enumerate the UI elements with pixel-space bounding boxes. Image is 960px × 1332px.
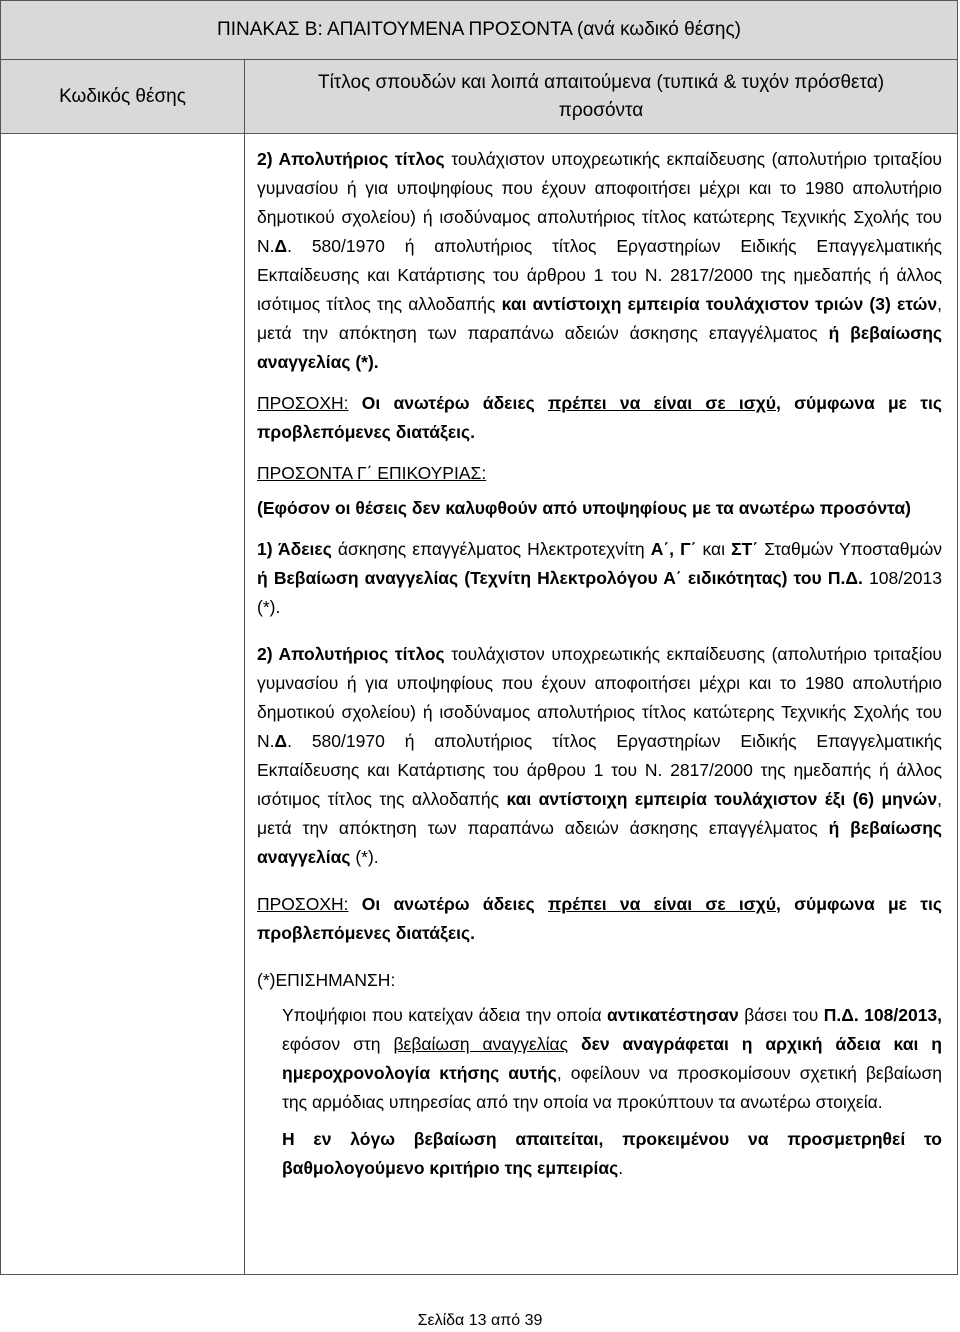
text-run: (*). (350, 847, 379, 867)
aux-qualifications-heading: ΠΡΟΣΟΝΤΑ Γ΄ ΕΠΙΚΟΥΡΙΑΣ: (257, 463, 487, 483)
text-run: Η εν λόγω βεβαίωση απαιτείται, προκειμένου να προσμετρηθεί το βαθμολογούμενο κριτήριο της εμπειρίας (282, 1129, 942, 1178)
text-run: πρέπει να είναι σε ισχύ (547, 393, 776, 413)
text-run: ΣΤ΄ (731, 539, 759, 559)
note-paragraph-2 (282, 1125, 942, 1183)
text-run: ή βεβαίωσης αναγγελίας (*). (257, 323, 942, 372)
experience-requirement: και αντίστοιχη εμπειρία τουλάχιστον έξι (6) μηνών (506, 789, 938, 809)
text-run: και (893, 1034, 919, 1054)
item-lead: 2) Απολυτήριος τίτλος (257, 644, 445, 664)
note-body (282, 1001, 942, 1183)
text-run: Α΄, Γ΄ (650, 539, 697, 559)
text-run: βάσει του (738, 1005, 824, 1025)
aux-item-1 (257, 535, 942, 622)
note-paragraph-1 (282, 1001, 942, 1117)
text-run: , οφείλουν να προσκομίσουν σχετική βεβαίωση της αρμόδιας υπηρεσίας από την οποία να προκύπτουν τα ανωτέρω στοιχεία. (282, 1063, 942, 1112)
text-run: άσκησης επαγγέλματος Ηλεκτροτεχνίτη (331, 539, 651, 559)
text-run: , μετά την απόκτηση των παραπάνω αδειών άσκησης επαγγέλματος (257, 294, 942, 343)
text-run: η ημεροχρονολογία κτήσης αυτής (282, 1034, 942, 1083)
text-run: , μετά την απόκτηση των παραπάνω αδειών άσκησης επαγγέλματος (257, 789, 942, 838)
text-run: . 580/1970 ή απολυτήριος τίτλος Εργαστηρίων Ειδικής Επαγγελματικής Εκπαίδευσης και Κατάρτισης του άρθρου 1 του Ν. 2817/2000 της ημεδαπής ή άλλος ισότιμος τίτλος της αλλοδαπής (257, 236, 942, 314)
requirements-cell (257, 145, 942, 1183)
attention-label: ΠΡΟΣΟΧΗ: (257, 894, 349, 914)
text-run: τουλάχιστον υποχρεωτικής εκπαίδευσης (απολυτήριο τριταξίου γυμνασίου ή για υποψηφίους που έχουν αποφοιτήσει μέχρι και το 1980 απολυτήριο δημοτικού σχολείου) ή ισοδύναμος απολυτήριος τίτλος κατώτερης Τεχνικής Σχολής του Ν. (257, 149, 942, 256)
note-heading: (*)ΕΠΙΣΗΜΑΝΣΗ: (257, 970, 396, 990)
text-run: 108/2013 (*). (257, 568, 942, 617)
text-run: Π.Δ. 108/2013, (823, 1005, 943, 1025)
column-divider (244, 133, 245, 1275)
qualification-paragraph-1 (257, 145, 942, 377)
text-run: Δ (274, 731, 288, 751)
text-run: αντικατέστησαν (607, 1005, 739, 1025)
table-header-row (1, 60, 957, 134)
qualification-lead: 2) Απολυτήριος τίτλος (257, 149, 445, 169)
text-run: Σταθμών Υποσταθμών (758, 539, 942, 559)
text-run: εφόσον στη (282, 1034, 394, 1054)
aux-item-2 (257, 640, 942, 872)
item-lead: 1) Άδειες (257, 539, 332, 559)
attention-note-2 (257, 890, 942, 948)
text-run: ή Βεβαίωση αναγγελίας (Τεχνίτη Ηλεκτρολόγου Α΄ ειδικότητας) του Π.Δ. (257, 568, 863, 588)
text-run: δεν αναγράφεται η αρχική άδεια (568, 1034, 894, 1054)
table-title: ΠΙΝΑΚΑΣ Β: ΑΠΑΙΤΟΥΜΕΝΑ ΠΡΟΣΟΝΤΑ (ανά κωδικό θέσης) (1, 1, 957, 60)
text-run: . (618, 1158, 624, 1178)
text-run: βεβαίωση αναγγελίας (393, 1034, 569, 1054)
column-header-title: Τίτλος σπουδών και λοιπά απαιτούμενα (τυπικά & τυχόν πρόσθετα) προσόντα (317, 71, 885, 121)
text-run: , σύμφωνα με τις προβλεπόμενες διατάξεις. (257, 393, 942, 442)
page-number: Σελίδα 13 από 39 (417, 1312, 543, 1329)
text-run: ή βεβαίωσης αναγγελίας (257, 818, 942, 867)
text-run: Οι ανωτέρω άδειες (348, 393, 548, 413)
text-run: , σύμφωνα με τις προβλεπόμενες διατάξεις. (257, 894, 942, 943)
text-run: Δ (274, 236, 288, 256)
attention-note-1 (257, 389, 942, 447)
text-run: . 580/1970 ή απολυτήριος τίτλος Εργαστηρίων Ειδικής Επαγγελματικής Εκπαίδευσης και Κατάρτισης του άρθρου 1 του Ν. 2817/2000 της ημεδαπής ή άλλος ισότιμος τίτλος της αλλοδαπής (257, 731, 942, 809)
attention-label: ΠΡΟΣΟΧΗ: (257, 393, 349, 413)
text-run: Υποψήφιοι που κατείχαν άδεια την οποία (282, 1005, 608, 1025)
text-run: και (696, 539, 732, 559)
text-run: πρέπει να είναι σε ισχύ (547, 894, 776, 914)
text-run: τουλάχιστον υποχρεωτικής εκπαίδευσης (απολυτήριο τριταξίου γυμνασίου ή για υποψηφίους που έχουν αποφοιτήσει μέχρι και το 1980 απολυτήριο δημοτικού σχολείου) ή ισοδύναμος απολυτήριος τίτλος κατώτερης Τεχνικής Σχολής του Ν. (257, 644, 942, 751)
experience-requirement: και αντίστοιχη εμπειρία τουλάχιστον τριών (3) ετών (501, 294, 938, 314)
column-header-code: Κωδικός θέσης (1, 60, 245, 133)
aux-qualifications-subheading: (Εφόσον οι θέσεις δεν καλυφθούν από υποψηφίους με τα ανωτέρω προσόντα) (257, 498, 911, 518)
text-run: Οι ανωτέρω άδειες (348, 894, 548, 914)
